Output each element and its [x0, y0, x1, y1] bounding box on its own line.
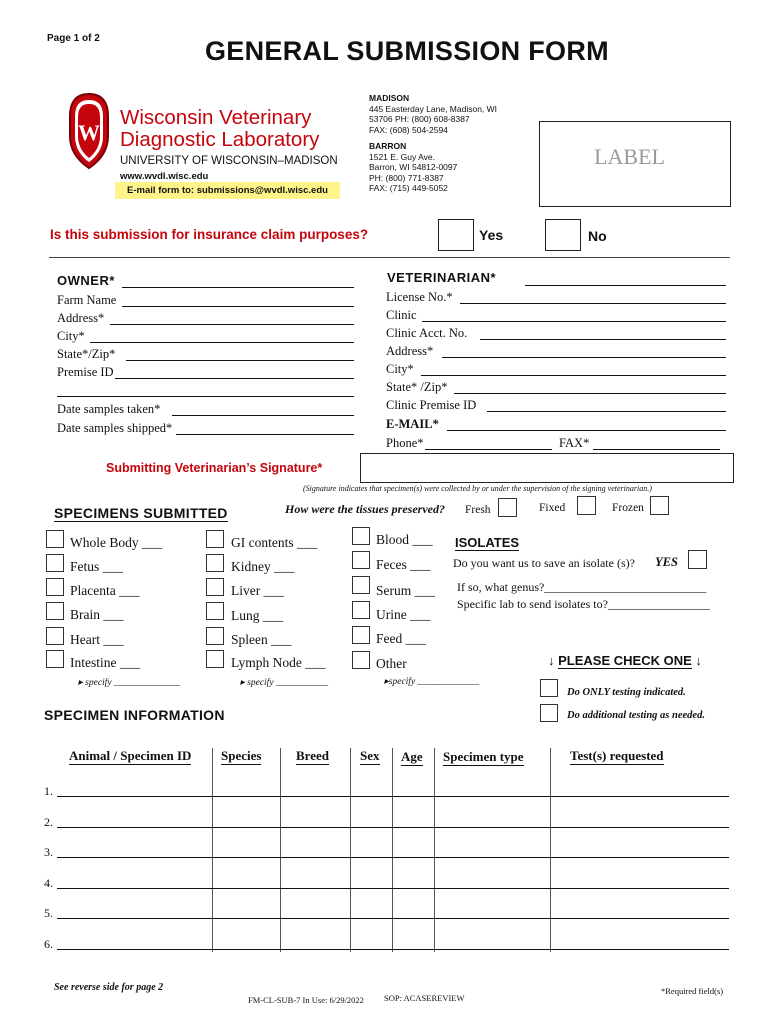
date-taken-label: Date samples taken*	[57, 402, 161, 416]
row-6-number: 6.	[44, 937, 53, 951]
date-shipped-label: Date samples shipped*	[57, 421, 173, 435]
col-species: Species	[221, 748, 262, 763]
vet-phone-label: Phone*	[386, 436, 424, 450]
barron-address	[369, 141, 457, 194]
vet-email-label: E-MAIL*	[386, 417, 439, 431]
frozen-label: Frozen	[612, 502, 644, 514]
vet-city-field[interactable]	[421, 375, 726, 376]
preserved-question: How were the tissues preserved?	[285, 502, 445, 516]
specify1[interactable]: ▸ specify ______________	[78, 678, 181, 688]
uw-crest-icon	[66, 92, 112, 170]
barron-line2: Barron, WI 54812-0097	[369, 162, 458, 172]
vet-clinic-acct-field[interactable]	[480, 339, 726, 340]
whole-body-checkbox[interactable]	[46, 530, 64, 548]
vet-fax-label: FAX*	[559, 436, 590, 450]
date-taken-field[interactable]	[172, 415, 354, 416]
row-2-number: 2.	[44, 815, 53, 829]
insurance-no-label: No	[588, 228, 607, 244]
specify2-text: specify ___________	[247, 678, 329, 688]
vet-clinic-acct-label: Clinic Acct. No.	[386, 326, 468, 340]
vet-clinic-field[interactable]	[422, 321, 726, 322]
frozen-checkbox[interactable]	[650, 496, 669, 515]
blood-label: Blood ___	[376, 532, 433, 547]
col-age: Age	[401, 749, 423, 764]
owner-extra-line[interactable]	[57, 396, 354, 397]
fixed-checkbox[interactable]	[577, 496, 596, 515]
email-form-note: E-mail form to: submissions@wvdl.wisc.edu	[115, 182, 340, 199]
table-row[interactable]	[57, 827, 729, 828]
heart-label: Heart ___	[70, 632, 124, 647]
other-label: Other	[376, 656, 407, 671]
madison-address	[369, 93, 497, 135]
vet-address-label: Address*	[386, 344, 434, 358]
vet-clinic-label: Clinic	[386, 308, 417, 322]
isolates-title: ISOLATES	[455, 535, 520, 550]
down-arrow-icon: ↓	[548, 653, 555, 668]
gi-contents-label: GI contents ___	[231, 535, 318, 550]
table-row[interactable]	[57, 888, 729, 889]
col-breed: Breed	[296, 748, 329, 763]
heart-checkbox[interactable]	[46, 627, 64, 645]
vet-state-zip-label: State* /Zip*	[386, 380, 448, 394]
intestine-label: Intestine ___	[70, 655, 141, 670]
feed-label: Feed ___	[376, 631, 426, 646]
vet-phone-field[interactable]	[425, 449, 552, 450]
col-tests-requested: Test(s) requested	[570, 748, 664, 763]
lymph-node-label: Lymph Node ___	[231, 655, 326, 670]
owner-premise-id-field[interactable]	[115, 378, 354, 379]
vet-email-field[interactable]	[447, 430, 726, 431]
signature-note: (Signature indicates that specimen(s) were collected by or under the supervision of the signing veterinarian.)	[303, 484, 652, 493]
vet-premise-id-field[interactable]	[487, 411, 726, 412]
owner-state-zip-label: State*/Zip*	[57, 347, 116, 361]
spleen-checkbox[interactable]	[206, 627, 224, 645]
barron-line1: 1521 E. Guy Ave.	[369, 151, 435, 162]
specify2[interactable]: ▸ specify ___________	[240, 678, 329, 688]
specimens-title: SPECIMENS SUBMITTED	[54, 505, 228, 521]
madison-line2: 53706 PH: (800) 608-8387	[369, 114, 470, 124]
feces-label: Feces ___	[376, 557, 431, 572]
check-one-title: PLEASE CHECK ONE	[558, 653, 692, 668]
vet-state-zip-field[interactable]	[454, 393, 726, 394]
specify3-text: specify _____________	[388, 677, 480, 687]
fresh-checkbox[interactable]	[498, 498, 517, 517]
form-title: GENERAL SUBMISSION FORM	[205, 36, 609, 66]
owner-premise-id-label: Premise ID	[57, 365, 114, 379]
row-4-number: 4.	[44, 876, 53, 890]
owner-farm-name-label: Farm Name	[57, 293, 117, 307]
additional-testing-label: Do additional testing as needed.	[567, 710, 705, 721]
form-id: FM-CL-SUB-7 In Use: 6/29/2022	[248, 995, 364, 1005]
svg-text:W: W	[78, 120, 100, 145]
signature-field[interactable]	[360, 453, 734, 483]
university-name: UNIVERSITY OF WISCONSIN–MADISON	[120, 155, 338, 167]
owner-city-field[interactable]	[90, 342, 354, 343]
owner-city-label: City*	[57, 329, 85, 343]
spleen-label: Spleen ___	[231, 632, 292, 647]
owner-address-label: Address*	[57, 311, 105, 325]
lab-name-line1: Wisconsin Veterinary	[120, 106, 312, 129]
placenta-checkbox[interactable]	[46, 578, 64, 596]
signature-label: Submitting Veterinarian’s Signature*	[106, 461, 323, 475]
vet-title: VETERINARIAN*	[387, 270, 497, 285]
intestine-checkbox[interactable]	[46, 650, 64, 668]
vet-license-label: License No.*	[386, 290, 453, 304]
sop-label: SOP: ACASEREVIEW	[384, 993, 465, 1003]
feed-checkbox[interactable]	[352, 626, 370, 644]
lymph-node-checkbox[interactable]	[206, 650, 224, 668]
fresh-label: Fresh	[465, 504, 491, 516]
lab-website[interactable]: www.wvdl.wisc.edu	[120, 171, 209, 182]
fixed-label: Fixed	[539, 502, 566, 514]
serum-checkbox[interactable]	[352, 576, 370, 594]
fetus-checkbox[interactable]	[46, 554, 64, 572]
only-testing-label: Do ONLY testing indicated.	[567, 687, 686, 698]
isolates-genus[interactable]: If so, what genus?___________________________	[457, 580, 707, 594]
label-text: LABEL	[594, 144, 665, 169]
liver-label: Liver ___	[231, 583, 284, 598]
lung-checkbox[interactable]	[206, 602, 224, 620]
isolates-save-question: Do you want us to save an isolate (s)?	[453, 556, 635, 570]
date-shipped-field[interactable]	[176, 434, 354, 435]
urine-label: Urine ___	[376, 607, 431, 622]
kidney-label: Kidney ___	[231, 559, 295, 574]
info-title: SPECIMEN INFORMATION	[44, 707, 225, 723]
insurance-yes-checkbox[interactable]	[438, 219, 474, 251]
row-3-number: 3.	[44, 845, 53, 859]
urine-checkbox[interactable]	[352, 601, 370, 619]
check-one-row	[548, 653, 702, 668]
isolates-yes-label: YES	[655, 555, 678, 569]
table-row[interactable]	[57, 857, 729, 858]
lung-label: Lung ___	[231, 608, 284, 623]
col-animal-id: Animal / Specimen ID	[69, 748, 192, 763]
owner-farm-name-field[interactable]	[122, 306, 354, 307]
only-testing-checkbox[interactable]	[540, 679, 558, 697]
barron-line3: PH: (800) 771-8387	[369, 172, 444, 183]
row-5-number: 5.	[44, 906, 53, 920]
isolates-specific-lab[interactable]: Specific lab to send isolates to?_________________	[457, 597, 710, 611]
liver-checkbox[interactable]	[206, 578, 224, 596]
kidney-checkbox[interactable]	[206, 554, 224, 572]
gi-contents-checkbox[interactable]	[206, 530, 224, 548]
madison-line1: 445 Easterday Lane, Madison, WI	[369, 103, 498, 114]
page-number: Page 1 of 2	[47, 33, 100, 44]
required-note: *Required field(s)	[661, 986, 724, 996]
other-checkbox[interactable]	[352, 651, 370, 669]
owner-address-field[interactable]	[110, 324, 354, 325]
vet-city-label: City*	[386, 362, 414, 376]
col-sex: Sex	[360, 748, 380, 763]
barron-title: BARRON	[369, 141, 407, 151]
table-row[interactable]	[57, 796, 729, 797]
col-specimen-type: Specimen type	[443, 749, 524, 764]
vet-premise-id-label: Clinic Premise ID	[386, 398, 477, 412]
specify3[interactable]: ▸specify _____________	[384, 677, 480, 687]
down-arrow-icon-2: ↓	[695, 653, 702, 668]
row-1-number: 1.	[44, 784, 53, 798]
isolates-yes-checkbox[interactable]	[688, 550, 707, 569]
owner-state-zip-field[interactable]	[126, 360, 354, 361]
insurance-question: Is this submission for insurance claim purposes?	[50, 227, 369, 242]
insurance-yes-label: Yes	[479, 227, 504, 243]
table-row[interactable]	[57, 918, 729, 919]
fetus-label: Fetus ___	[70, 559, 123, 574]
blood-checkbox[interactable]	[352, 527, 370, 545]
table-row[interactable]	[57, 949, 729, 950]
label-box	[539, 121, 731, 207]
header-divider	[49, 257, 730, 258]
additional-testing-checkbox[interactable]	[540, 704, 558, 722]
serum-label: Serum ___	[376, 583, 435, 598]
barron-line4: FAX: (715) 449-5052	[369, 183, 448, 193]
vet-license-field[interactable]	[460, 303, 726, 304]
specify1-text: specify ______________	[85, 678, 181, 688]
owner-title: OWNER*	[57, 273, 115, 288]
brain-label: Brain ___	[70, 607, 124, 622]
whole-body-label: Whole Body ___	[70, 535, 163, 550]
lab-name-line2: Diagnostic Laboratory	[120, 128, 320, 151]
insurance-no-checkbox[interactable]	[545, 219, 581, 251]
madison-line3: FAX: (608) 504-2594	[369, 124, 448, 135]
vet-fax-field[interactable]	[593, 449, 720, 450]
feces-checkbox[interactable]	[352, 551, 370, 569]
madison-title: MADISON	[369, 93, 410, 103]
placenta-label: Placenta ___	[70, 583, 140, 598]
vet-address-field[interactable]	[442, 357, 726, 358]
reverse-side-note: See reverse side for page 2	[54, 982, 164, 993]
brain-checkbox[interactable]	[46, 602, 64, 620]
